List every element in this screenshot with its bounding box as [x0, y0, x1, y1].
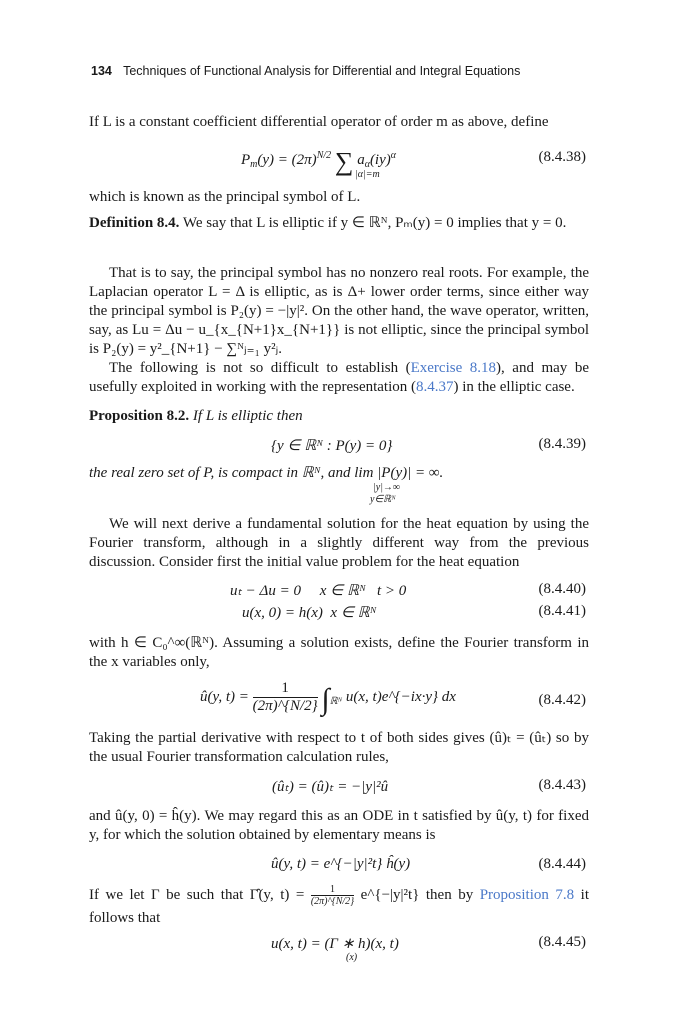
equation-number-8-4-41: (8.4.41): [538, 603, 586, 619]
equation-number-8-4-44: (8.4.44): [538, 856, 586, 872]
equation-8-4-45: u(x, t) = (Γ ∗ h)(x, t): [271, 936, 399, 952]
following-paragraph: The following is not so difficult to establish (Exercise 8.18), and may be usefully exploited in working with the representation (8.4.37) in the elliptic case.: [89, 360, 589, 395]
partial-derivative-paragraph: Taking the partial derivative with respect to t of both sides gives (û)ₜ = (ûₜ) so by the usual Fourier transformation calculation rules,: [89, 730, 589, 765]
equation-8-4-44: û(y, t) = e^{−|y|²t} ĥ(y): [271, 856, 411, 872]
limit-subscript-2: y∈ℝᴺ: [370, 494, 396, 505]
exercise-8-18-link[interactable]: Exercise 8.18: [410, 360, 497, 376]
equation-number-8-4-38: (8.4.38): [538, 149, 586, 165]
equation-8-4-41: u(x, 0) = h(x) x ∈ ℝᴺ: [242, 605, 377, 621]
running-title: Techniques of Functional Analysis for Differential and Integral Equations: [123, 64, 521, 78]
proposition-label: Proposition 8.2.: [89, 408, 190, 424]
definition-8-4: [89, 214, 589, 233]
proposition-7-8-link[interactable]: Proposition 7.8: [479, 887, 575, 903]
equation-number-8-4-45: (8.4.45): [538, 934, 586, 950]
equation-8-4-37-link[interactable]: 8.4.37: [416, 379, 454, 395]
equation-number-8-4-40: (8.4.40): [538, 581, 586, 597]
elliptic-discussion-paragraph: That is to say, the principal symbol has no nonzero real roots. For example, the Laplacian operator L = Δ is elliptic, as is Δ+ lower order terms, since either way the principal symbol is P₂(y) = −|y|². On the other hand, the wave operator, written, say, as Lu = Δu − u_{x_{N+1}x_{N+1}} is not elliptic, since the principal symbol is P₂(y) = y²_{N+1} − ∑ᴺⱼ₌₁ y²ⱼ.: [89, 265, 589, 357]
limit-subscript-1: |y|→∞: [373, 482, 401, 493]
intro-paragraph: If L is a constant coefficient differential operator of order m as above, define: [89, 114, 549, 130]
definition-text: We say that L is elliptic if y ∈ ℝᴺ, Pₘ(y) = 0 implies that y = 0.: [182, 215, 567, 231]
equation-8-4-39: {y ∈ ℝᴺ : P(y) = 0}: [271, 438, 393, 454]
gamma-paragraph: If we let Γ be such that Γ̂(y, t) = $\frac{1}{(2\pi)\^{}\{N/2\}}$ e^{−|y|²t} then by Proposition 7.8 it follows that: [89, 884, 589, 927]
sum-index: |α|=m: [355, 169, 380, 180]
equation-8-4-38: $P_m(y) = (2\pi)^{N/2}$ ∑ $a_\alpha(iy)^\alpha$: [241, 147, 397, 176]
equation-number-8-4-39: (8.4.39): [538, 436, 586, 452]
convolution-subscript: (x): [346, 952, 358, 963]
equation-8-4-43: (ûₜ) = (û)ₜ = −|y|²û: [272, 779, 389, 795]
page-number: 134: [91, 64, 112, 78]
running-header: [91, 64, 520, 78]
heat-equation-paragraph: We will next derive a fundamental solution for the heat equation by using the Fourier transform, although in a slightly different way from the previous discussion. Consider first the initial value problem for the heat equation: [89, 516, 589, 570]
ode-paragraph: and û(y, 0) = ĥ(y). We may regard this as an ODE in t satisfied by û(y, t) for fixed y, for which the solution obtained by elementary means is: [89, 808, 589, 843]
definition-label: Definition 8.4.: [89, 215, 180, 231]
equation-8-4-42: û(y, t) = $\frac{1}{(2\pi)\^{}\{N/2\}}$ $\int_{ℝᴺ}$ u(x, t)e^{−ix·y} dx: [200, 680, 456, 716]
proposition-8-2: [89, 407, 589, 426]
proposition-text: If L is elliptic then: [192, 408, 303, 424]
principal-symbol-paragraph: which is known as the principal symbol of L.: [89, 189, 361, 205]
equation-number-8-4-42: (8.4.42): [538, 692, 586, 708]
zero-set-paragraph: the real zero set of P, is compact in ℝᴺ, and lim |P(y)| = ∞.: [89, 465, 444, 481]
equation-8-4-40: uₜ − Δu = 0 x ∈ ℝᴺ t > 0: [230, 583, 407, 599]
equation-number-8-4-43: (8.4.43): [538, 777, 586, 793]
fourier-definition-paragraph: with h ∈ C₀^∞(ℝᴺ). Assuming a solution exists, define the Fourier transform in the x variables only,: [89, 635, 589, 670]
